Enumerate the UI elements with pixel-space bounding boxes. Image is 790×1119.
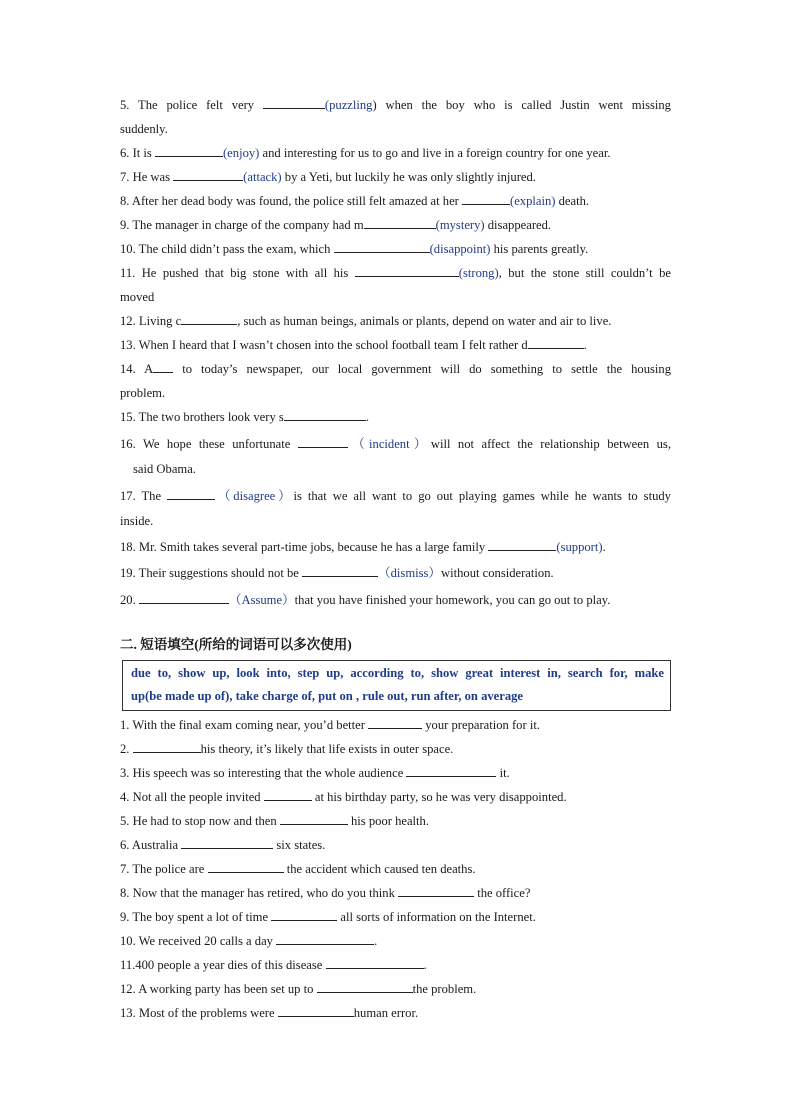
answer-blank[interactable] [278,1004,354,1017]
phrase-question-3: 3. His speech was so interesting that the whole audience it. [120,766,510,780]
question-14-cont: problem. [120,386,166,400]
question-11: 11. He pushed that big stone with all his (strong), but the stone still couldn’t be [120,266,671,280]
answer-blank[interactable] [334,240,430,253]
answer-blank[interactable] [208,860,284,873]
phrase-question-9: 9. The boy spent a lot of time all sorts of information on the Internet. [120,910,536,924]
phrase-bank-line-2: up(be made up of), take charge of, put on , rule out, run after, on average [131,689,524,703]
answer-blank[interactable] [155,144,223,157]
answer-blank[interactable] [173,168,243,181]
answer-blank[interactable] [355,264,459,277]
question-5-cont: suddenly. [120,122,168,136]
phrase-question-4: 4. Not all the people invited at his birthday party, so he was very disappointed. [120,790,567,804]
worksheet [120,93,671,1025]
question-12: 12. Living c , such as human beings, animals or plants, depend on water and air to live. [120,314,612,328]
answer-blank[interactable] [406,764,496,777]
phrase-question-10: 10. We received 20 calls a day . [120,934,378,948]
phrase-bank-line-1: due to, show up, look into, step up, according to, show great interest in, search for, make [131,666,664,680]
question-17-cont: inside. [120,514,154,528]
phrase-question-11: 11.400 people a year dies of this disease . [120,958,427,972]
answer-blank[interactable] [488,538,556,551]
phrase-question-1: 1. With the final exam coming near, you’d better your preparation for it. [120,718,540,732]
answer-blank[interactable] [364,216,436,229]
answer-blank[interactable] [302,564,378,577]
question-15: 15. The two brothers look very s . [120,410,369,424]
answer-blank[interactable] [398,884,474,897]
question-7: 7. He was (attack) by a Yeti, but luckily he was only slightly injured. [120,170,536,184]
answer-blank[interactable] [181,836,273,849]
answer-blank[interactable] [264,788,312,801]
question-5: 5. The police felt very (puzzling) when the boy who is called Justin went missing [120,98,671,112]
answer-blank[interactable] [317,980,413,993]
question-16-cont: said Obama. [133,462,196,476]
question-16: 16. We hope these unfortunate （incident）will not affect the relationship between us, [120,437,671,451]
phrase-question-12: 12. A working party has been set up to the problem. [120,982,477,996]
phrase-question-8: 8. Now that the manager has retired, who do you think the office? [120,886,531,900]
phrase-question-5: 5. He had to stop now and then his poor health. [120,814,430,828]
question-19: 19. Their suggestions should not be （dismiss）without consideration. [120,566,554,580]
phrase-question-2: 2. his theory, it’s likely that life exists in outer space. [120,742,454,756]
answer-blank[interactable] [276,932,374,945]
answer-blank[interactable] [298,435,348,448]
answer-blank[interactable] [368,716,422,729]
answer-blank[interactable] [133,740,201,753]
answer-blank[interactable] [139,591,229,604]
answer-blank[interactable] [263,96,325,109]
answer-blank[interactable] [326,956,424,969]
answer-blank[interactable] [280,812,348,825]
question-6: 6. It is (enjoy) and interesting for us to go and live in a foreign country for one year. [120,146,611,160]
answer-blank[interactable] [167,487,215,500]
question-8: 8. After her dead body was found, the police still felt amazed at her (explain) death. [120,194,590,208]
answer-blank[interactable] [284,408,366,421]
question-18: 18. Mr. Smith takes several part-time jobs, because he has a large family (support). [120,540,606,554]
question-9: 9. The manager in charge of the company had m (mystery) disappeared. [120,218,552,232]
answer-blank[interactable] [271,908,337,921]
phrase-question-13: 13. Most of the problems were human error. [120,1006,419,1020]
question-17: 17. The （disagree）is that we all want to go out playing games while he wants to study [120,489,671,503]
answer-blank[interactable] [462,192,510,205]
question-20: 20. （Assume）that you have finished your homework, you can go out to play. [120,593,611,607]
question-14: 14. A to today’s newspaper, our local government will do something to settle the housing [120,362,672,376]
section-title: 二. 短语填空(所给的词语可以多次使用) [120,637,352,652]
question-13: 13. When I heard that I wasn’t chosen into the school football team I felt rather d . [120,338,587,352]
question-11-cont: moved [120,290,155,304]
answer-blank[interactable] [181,312,237,325]
question-10: 10. The child didn’t pass the exam, which (disappoint) his parents greatly. [120,242,589,256]
phrase-question-6: 6. Australia six states. [120,838,326,852]
answer-blank[interactable] [153,360,173,373]
phrase-bank [122,660,671,711]
answer-blank[interactable] [528,336,584,349]
phrase-question-7: 7. The police are the accident which caused ten deaths. [120,862,476,876]
